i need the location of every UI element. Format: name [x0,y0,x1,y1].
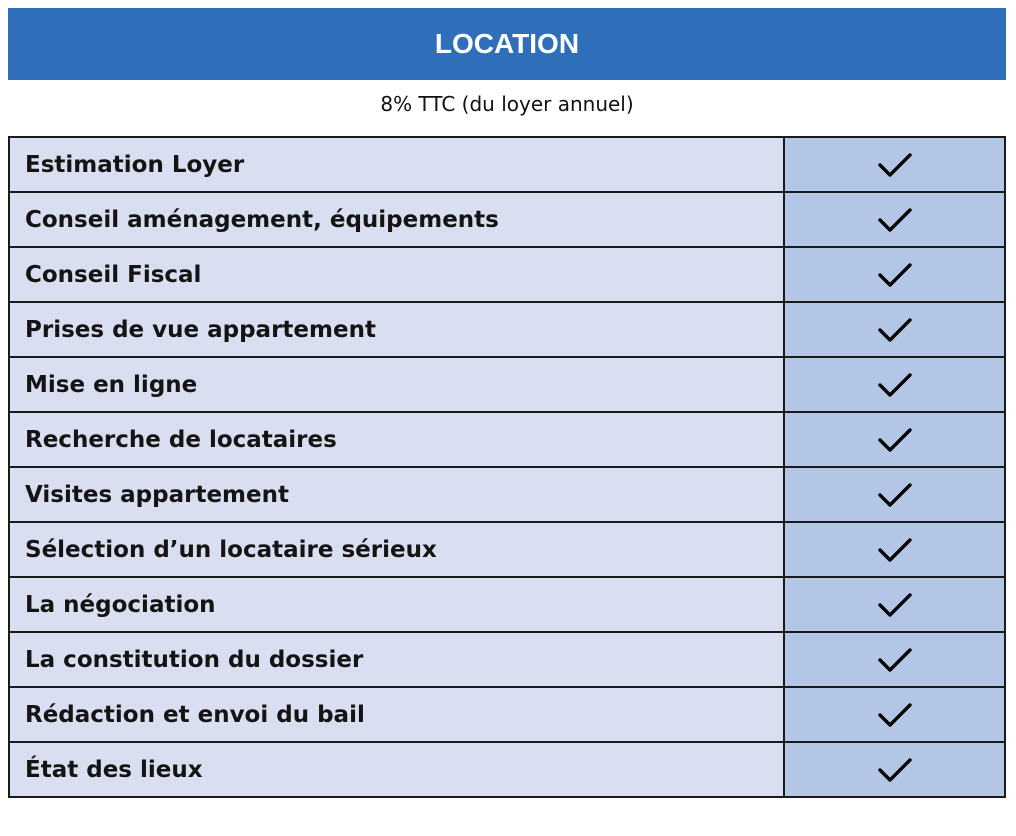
service-label: Mise en ligne [9,357,784,412]
service-label: Rédaction et envoi du bail [9,687,784,742]
table-row [9,247,1005,302]
included-cell [784,632,1005,687]
included-cell [784,247,1005,302]
service-label: Estimation Loyer [9,137,784,192]
service-label: La constitution du dossier [9,632,784,687]
table-row [9,687,1005,742]
table-row [9,577,1005,632]
header-title: LOCATION [434,28,580,59]
check-icon [877,536,913,564]
table-row [9,137,1005,192]
features-table-body [9,137,1005,797]
included-cell [784,357,1005,412]
included-cell [784,577,1005,632]
check-icon [877,481,913,509]
features-table [8,136,1006,798]
service-label: Conseil Fiscal [9,247,784,302]
check-icon [877,316,913,344]
check-icon [877,206,913,234]
included-cell [784,687,1005,742]
service-label: Sélection d’un locataire sérieux [9,522,784,577]
header-banner [8,8,1006,80]
table-row [9,632,1005,687]
table-row [9,522,1005,577]
table-row [9,467,1005,522]
service-label: Prises de vue appartement [9,302,784,357]
included-cell [784,467,1005,522]
check-icon [877,151,913,179]
check-icon [877,646,913,674]
check-icon [877,426,913,454]
table-row [9,357,1005,412]
included-cell [784,412,1005,467]
table-row [9,412,1005,467]
check-icon [877,261,913,289]
check-icon [877,701,913,729]
table-row [9,302,1005,357]
check-icon [877,371,913,399]
service-label: La négociation [9,577,784,632]
price-subtitle: 8% TTC (du loyer annuel) [380,92,634,116]
service-label: État des lieux [9,742,784,797]
table-row [9,742,1005,797]
check-icon [877,591,913,619]
included-cell [784,192,1005,247]
service-label: Conseil aménagement, équipements [9,192,784,247]
included-cell [784,302,1005,357]
included-cell [784,522,1005,577]
service-label: Visites appartement [9,467,784,522]
included-cell [784,742,1005,797]
included-cell [784,137,1005,192]
table-row [9,192,1005,247]
check-icon [877,756,913,784]
service-label: Recherche de locataires [9,412,784,467]
